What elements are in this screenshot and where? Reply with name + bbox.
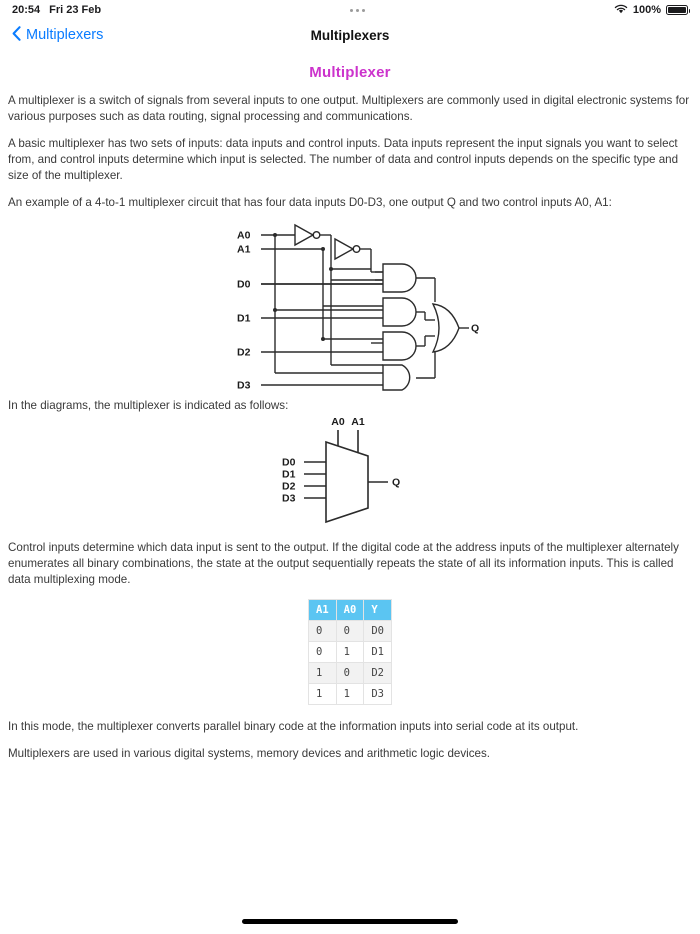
status-bar-left [12,4,101,16]
cell-a1: 1 [309,683,337,704]
back-button[interactable] [12,26,103,45]
paragraph-control-inputs: Control inputs determine which data input is sent to the output. If the digital code at the address inputs of the multiplexer alternately enumerates all binary combinations, the state at the output sequentially repeats the state of all its information inputs. This is called data multiplexing mode. [8,540,679,586]
status-bar-right [614,4,688,17]
circuit-label-d2: D2 [237,346,251,359]
table-row [309,620,392,641]
circuit-label-a1: A1 [237,243,251,256]
table-row [309,683,392,704]
mux-symbol-figure [6,415,694,526]
mux-label-d2: D2 [282,480,296,493]
truth-table-header-row [309,599,392,620]
paragraph-example: An example of a 4-to-1 multiplexer circuit that has four data inputs D0-D3, one output Q and two control inputs A0, A1: [8,195,612,209]
circuit-label-a0: A0 [237,229,251,242]
mux-label-a0: A0 [331,415,345,428]
paragraph-diagrams-caption: In the diagrams, the multiplexer is indicated as follows: [8,398,289,412]
truth-table-header-a1: A1 [309,599,337,620]
circuit-label-d3: D3 [237,379,251,392]
wifi-icon [614,4,628,17]
cell-a0: 1 [336,683,364,704]
mux-label-q: Q [392,476,401,489]
circuit-label-d0: D0 [237,278,251,291]
cell-a1: 0 [309,620,337,641]
truth-table-wrapper [6,599,694,705]
cell-y: D3 [364,683,392,704]
article-heading: Multiplexer [309,64,391,81]
cell-y: D1 [364,641,392,662]
mux-label-d1: D1 [282,468,296,481]
status-time: 20:54 [12,4,41,16]
table-row [309,662,392,683]
circuit-diagram-figure [6,222,694,392]
cell-y: D2 [364,662,392,683]
mux-label-a1: A1 [351,415,365,428]
table-row [309,641,392,662]
chevron-left-icon [12,26,21,45]
status-date: Fri 23 Feb [49,4,102,16]
home-indicator[interactable] [242,919,458,924]
cell-a0: 0 [336,662,364,683]
article-content [0,64,700,762]
paragraph-mode: In this mode, the multiplexer converts parallel binary code at the information inputs into serial code at its output. [8,719,579,733]
status-bar-center [101,9,614,12]
status-bar [0,0,700,20]
truth-table [308,599,392,705]
cell-a1: 0 [309,641,337,662]
circuit-label-q: Q [471,322,480,335]
three-dots-icon[interactable] [350,9,365,12]
mux-label-d0: D0 [282,456,296,469]
cell-a1: 1 [309,662,337,683]
battery-full-icon [666,5,688,15]
truth-table-header-y: Y [364,599,392,620]
back-button-label: Multiplexers [26,27,104,43]
paragraph-uses: Multiplexers are used in various digital systems, memory devices and arithmetic logic devices. [8,746,490,760]
circuit-diagram [235,222,480,392]
truth-table-header-a0: A0 [336,599,364,620]
cell-a0: 0 [336,620,364,641]
navigation-bar [0,20,700,50]
paragraph-inputs: A basic multiplexer has two sets of inputs: data inputs and control inputs. Data inputs represent the input signals you want to select from, and control inputs determine which input is selected. The number of data and control inputs depends on the specific type and size of the multiplexer. [8,136,679,182]
cell-y: D0 [364,620,392,641]
cell-a0: 1 [336,641,364,662]
paragraph-intro: A multiplexer is a switch of signals from several inputs to one output. Multiplexers are commonly used in digital electronic systems for various purposes such as data routing, signal processing and communications. [8,94,690,123]
battery-percent-label: 100% [632,4,661,16]
page-title: Multiplexers [310,27,390,43]
circuit-label-d1: D1 [237,312,251,325]
mux-label-d3: D3 [282,492,296,505]
mux-symbol [280,415,420,526]
